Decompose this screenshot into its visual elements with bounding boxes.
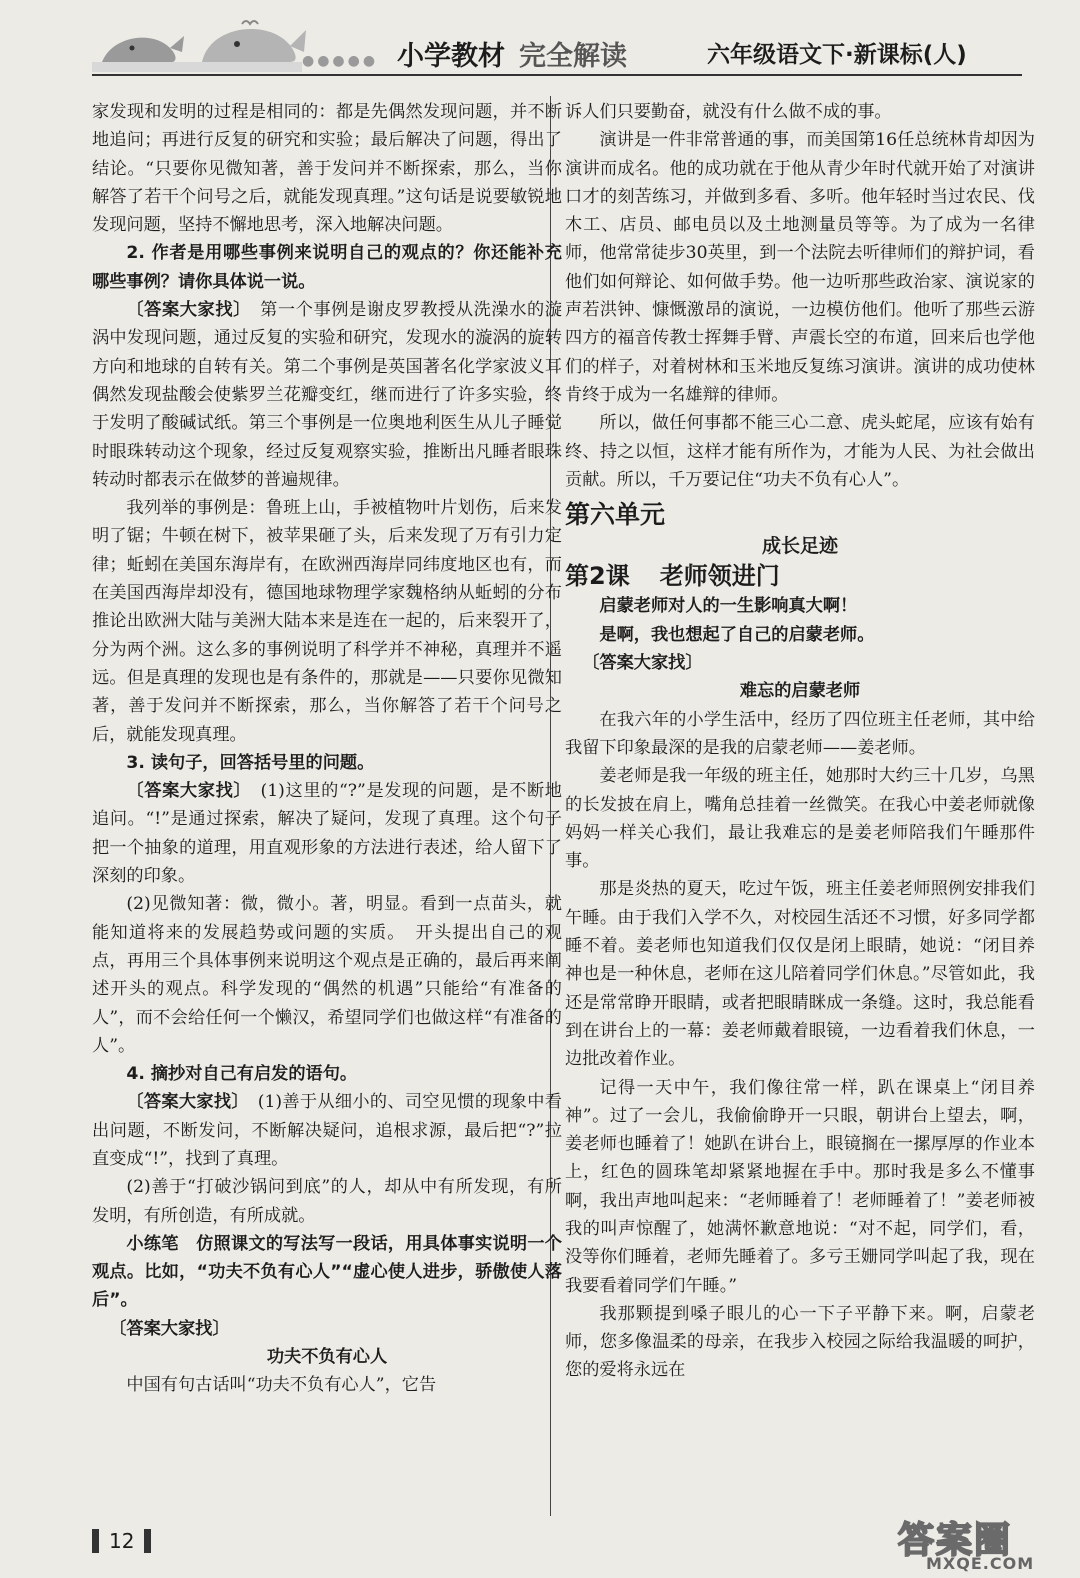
paragraph: (2)见微知著：微，微小。著，明显。看到一点苗头，就能知道将来的发展趋势或问题的实质。 开头提出自己的观点，再用三个具体事例来说明这个观点是正确的，最后再来阐述开头的观点。科学发现的“偶然的机遇”只能给“有准备的人”，而不会给任何一个懒汉，希望同学们也做这样“有准备的人”。 xyxy=(92,894,562,1056)
page-header xyxy=(92,18,1022,80)
unit-theme: 成长足迹 xyxy=(761,535,838,558)
footer-bar-icon xyxy=(92,1529,99,1553)
answer-label: 〔答案大家找〕 xyxy=(126,300,243,321)
paragraph: (2)善于“打破沙锅问到底”的人，却从中有所发现，有所发明，有所创造，有所成就。 xyxy=(92,1177,562,1226)
book-title-highlight: 完全解读 xyxy=(519,41,627,72)
paragraph: 那是炎热的夏天，吃过午饭，班主任姜老师照例安排我们午睡。由于我们入学不久，对校园生活还不习惯，好多同学都睡不着。姜老师也知道我们仅仅是闭上眼睛，她说：“闭目养神也是一种休息，老师在这儿陪着同学们休息。”尽管如此，我还是常常睁开眼睛，或者把眼睛眯成一条缝。这时，我总能看到在讲台上的一幕：姜老师戴着眼镜，一边看着我们休息，一边批改着作业。 xyxy=(565,879,1035,1070)
answer-3 xyxy=(92,777,562,890)
header-rule xyxy=(92,74,1022,76)
whale-illustration-icon xyxy=(92,18,312,74)
answer-label: 〔答案大家找〕 xyxy=(126,1092,241,1113)
paragraph: 姜老师是我一年级的班主任，她那时大约三十几岁，乌黑的长发披在肩上，嘴角总挂着一丝微笑。在我心中姜老师就像妈妈一样关心我们，最让我难忘的是姜老师陪我们午睡那件事。 xyxy=(565,766,1035,872)
book-subtitle: 六年级语文下·新课标(人) xyxy=(707,42,967,68)
paragraph: 演讲是一件非常普通的事，而美国第16任总统林肯却因为演讲而成名。他的成功就在于他从青少年时代就开始了对演讲口才的刻苦练习，并做到多看、多听。他年轻时当过农民、伐木工、店员、邮电员以及土地测量员等等。为了成为一名律师，他常常徒步30英里，到一个法院去听律师们的辩护词，看他们如何辩论、如何做手势。他一边听那些政治家、演说家的声若洪钟、慷慨激昂的演说，一边模仿他们。他听了那些云游四方的福音传教士挥舞手臂、声震长空的布道，回来后也学他们的样子，对着树林和玉米地反复练习演讲。演讲的成功使林肯终于成为一名雄辩的律师。 xyxy=(565,130,1035,405)
paragraph: 诉人们只要勤奋，就没有什么做不成的事。 xyxy=(565,102,892,122)
page-footer xyxy=(92,1527,151,1557)
paragraph: 我那颗提到嗓子眼儿的心一下子平静下来。啊，启蒙老师，您多像温柔的母亲，在我步入校园之际给我温暖的呵护，您的爱将永远在 xyxy=(565,1303,1035,1381)
question-4: 4. 摘抄对自己有启发的语句。 xyxy=(126,1064,358,1085)
paragraph: 中国有句古话叫“功夫不负有心人”，它告 xyxy=(126,1375,437,1396)
lesson-number: 第2课 xyxy=(565,562,630,591)
dialog-line: 是啊，我也想起了自己的启蒙老师。 xyxy=(599,624,875,645)
paragraph: 我列举的事例是：鲁班上山，手被植物叶片划伤，后来发明了锯；牛顿在树下，被苹果砸了头，后来发现了万有引力定律；蚯蚓在美国东海岸有，在欧洲西海岸同纬度地区也有，而在美国西海岸却没有，德国地球物理学家魏格纳从蚯蚓的分布推论出欧洲大陆与美洲大陆本来是连在一起的，后来裂开了，分为两个洲。这么多的事例说明了科学并不神秘，真理并不遥远。但是真理的发现也是有条件的，那就是——只要你见微知著，善于发问并不断探索，那么，当你解答了若干个问号之后，就能发现真理。 xyxy=(92,498,562,745)
paragraph: 在我六年的小学生活中，经历了四位班主任老师，其中给我留下印象最深的是我的启蒙老师——姜老师。 xyxy=(565,709,1035,758)
practice-prompt: 小练笔 仿照课文的写法写一段话，用具体事实说明一个观点。比如，“功夫不负有心人”“虚心使人进步，骄傲使人落后”。 xyxy=(92,1233,562,1311)
watermark-url: MXQE.COM xyxy=(926,1554,1035,1573)
paragraph: 家发现和发明的过程是相同的：都是先偶然发现问题，并不断地追问；再进行反复的研究和实验；最后解决了问题，得出了结论。“只要你见微知著，善于发问并不断探索，那么，当你解答了若干个问号之后，就能发现真理。”这句话是说要敏锐地发现问题，坚持不懈地思考，深入地解决问题。 xyxy=(92,102,562,236)
answer-4 xyxy=(92,1088,562,1173)
watermark-logo: 答案圈 xyxy=(898,1520,1013,1561)
footer-bar-icon xyxy=(144,1529,151,1553)
watermark xyxy=(890,1512,1070,1576)
answer-2 xyxy=(92,296,562,494)
answer-label: 〔答案大家找〕 xyxy=(582,653,703,674)
lesson-title: 老师领进门 xyxy=(659,562,780,591)
answer-label: 〔答案大家找〕 xyxy=(109,1318,230,1339)
unit-heading: 第六单元 xyxy=(565,500,666,530)
paragraph: 所以，做任何事都不能三心二意、虎头蛇尾，应该有始有终、持之以恒，这样才能有所作为，才能为人民、为社会做出贡献。所以，千万要记住“功夫不负有心人”。 xyxy=(565,413,1035,490)
question-3: 3. 读句子，回答括号里的问题。 xyxy=(126,752,375,773)
right-column xyxy=(565,98,1035,1385)
question-2: 2. 作者是用哪些事例来说明自己的观点的？你还能补充哪些事例？请你具体说一说。 xyxy=(92,243,562,292)
answer-label: 〔答案大家找〕 xyxy=(126,781,243,802)
lesson-heading xyxy=(565,560,1035,592)
left-column xyxy=(92,98,562,1400)
answer-text: (1)善于从细小的、司空见惯的现象中看出问题，不断发问，不断解决疑问，追根求源，最后把“?”拉直变成“!”，找到了真理。 xyxy=(92,1092,562,1169)
answer-text: 第一个事例是谢皮罗教授从洗澡水的漩涡中发现问题，通过反复的实验和研究，发现水的漩涡的旋转方向和地球的自转有关。第二个事例是英国著名化学家波义耳偶然发现盐酸会使紫罗兰花瓣变红，继而进行了许多实验，终于发明了酸碱试纸。第三个事例是一位奥地利医生从儿子睡觉时眼珠转动这个现象，经过反复观察实验，推断出凡睡者眼珠转动时都表示在做梦的普遍规律。 xyxy=(92,300,562,490)
page-number: 12 xyxy=(109,1528,135,1553)
book-title xyxy=(397,34,627,73)
header-dots: ●●●●● xyxy=(302,53,379,69)
book-title-main: 小学教材 xyxy=(397,41,505,72)
essay-title: 功夫不负有心人 xyxy=(266,1347,388,1368)
paragraph: 记得一天中午，我们像往常一样，趴在课桌上“闭目养神”。过了一会儿，我偷偷睁开一只眼，朝讲台上望去，啊，姜老师也睡着了！她趴在讲台上，眼镜搁在一摞厚厚的作业本上，红色的圆珠笔却紧紧地握在手中。那时我是多么不懂事啊，我出声地叫起来：“老师睡着了！老师睡着了！”姜老师被我的叫声惊醒了，她满怀歉意地说：“对不起，同学们，看，没等你们睡着，老师先睡着了。多亏王姗同学叫起了我，现在我要看着同学们午睡。” xyxy=(565,1077,1035,1296)
essay-title: 难忘的启蒙老师 xyxy=(739,681,861,702)
answer-text: (1)这里的“?”是发现的问题，是不断地追问。“!”是通过探索，解决了疑问，发现了真理。这个句子把一个抽象的道理，用直观形象的方法进行表述，给人留下了深刻的印象。 xyxy=(92,781,562,887)
dialog-line: 启蒙老师对人的一生影响真大啊！ xyxy=(599,596,858,617)
